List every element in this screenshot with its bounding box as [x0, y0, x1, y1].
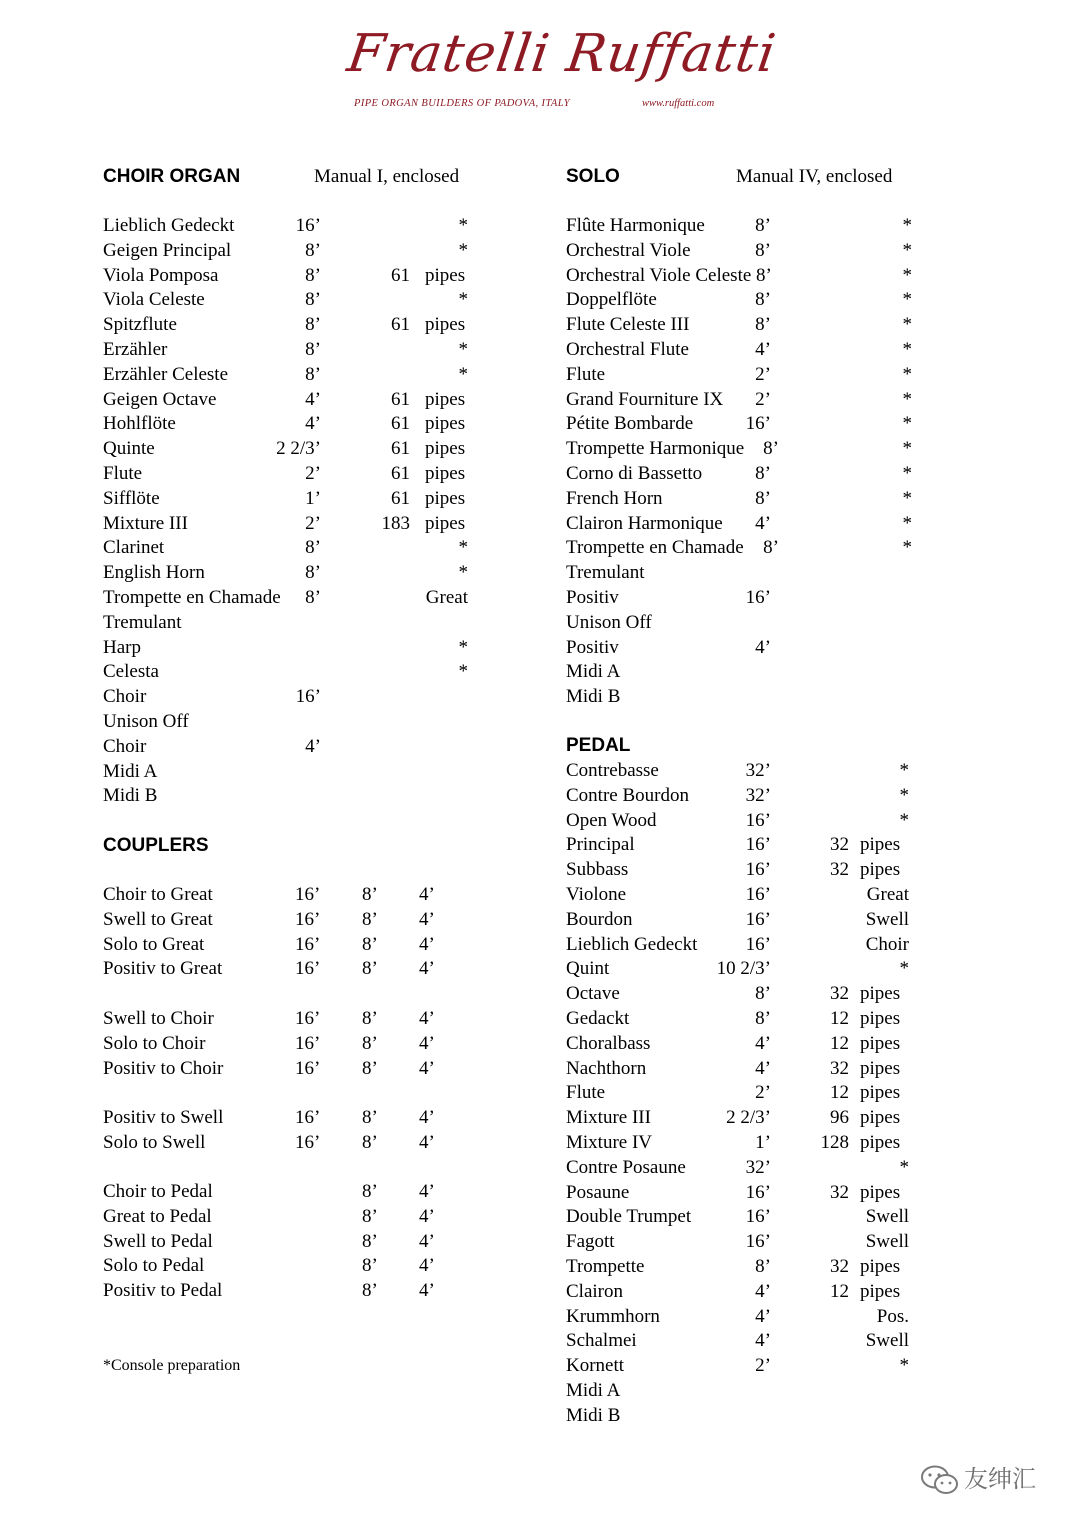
choir-manual: Manual I, enclosed [314, 166, 460, 187]
coupler-4ft: 4’ [419, 1280, 435, 1302]
stop-pitch: 1’ [305, 487, 321, 509]
stop-info: pipes [425, 388, 466, 410]
pipe-count: 32 [830, 859, 849, 881]
stop-name: Midi B [566, 686, 621, 708]
stop-name: Gedackt [566, 1008, 630, 1029]
stop-info: * [899, 784, 909, 806]
stop-name: Trompette en Chamade [566, 537, 744, 559]
stop-pitch: 8’ [305, 239, 321, 261]
stop-pitch: 8’ [763, 537, 779, 559]
stop-name: Unison Off [566, 611, 652, 633]
stop-pitch: 4’ [305, 388, 321, 410]
coupler-name: Choir to Great [103, 884, 213, 905]
pipe-count: 12 [830, 1280, 849, 1302]
coupler-4ft: 4’ [419, 884, 435, 905]
stop-info: * [902, 363, 912, 385]
stop-name: Orchestral Flute [566, 339, 689, 360]
coupler-8ft: 8’ [362, 933, 378, 955]
stop-info: pipes [860, 1132, 901, 1153]
stop-name: Lieblich Gedeckt [103, 215, 235, 236]
stop-name: Violone [566, 884, 627, 905]
stop-name: Schalmei [566, 1330, 637, 1352]
pipe-count: 61 [391, 463, 410, 484]
stop-name: Contrebasse [566, 760, 659, 781]
coupler-16ft: 16’ [295, 1131, 321, 1153]
stop-info: * [902, 413, 912, 435]
stop-pitch: 16’ [295, 215, 321, 236]
stop-name: Trompette en Chamade [103, 587, 281, 608]
stop-info: * [902, 487, 912, 509]
couplers-title: COUPLERS [103, 835, 209, 856]
stop-pitch: 2 2/3’ [726, 1107, 771, 1129]
stop-pitch: 4’ [305, 735, 321, 757]
stop-name: Kornett [566, 1355, 625, 1377]
stop-info: pipes [860, 1256, 901, 1277]
pipe-count: 61 [391, 314, 410, 336]
stop-name: Orchestral Viole Celeste 8’ [566, 264, 772, 286]
stop-name: Trompette Harmonique [566, 438, 745, 460]
stop-info: * [902, 537, 912, 559]
stop-pitch: 8’ [305, 562, 321, 584]
stop-pitch: 8’ [305, 587, 321, 608]
stop-name: French Horn [566, 487, 663, 509]
coupler-16ft: 16’ [295, 958, 321, 980]
stop-pitch: 32’ [745, 1156, 771, 1178]
stop-name: Octave [566, 983, 620, 1005]
stop-name: Principal [566, 834, 635, 856]
stop-info: pipes [425, 487, 466, 509]
stop-info: pipes [860, 1032, 901, 1054]
stop-info: Swell [865, 1231, 909, 1253]
coupler-8ft: 8’ [362, 958, 378, 980]
stop-pitch: 8’ [305, 537, 321, 559]
stop-info: pipes [860, 859, 901, 881]
coupler-8ft: 8’ [362, 908, 378, 930]
stop-name: Flute Celeste III [566, 314, 690, 336]
stop-name: Mixture III [103, 512, 188, 534]
pipe-count: 61 [391, 388, 410, 410]
stop-pitch: 8’ [755, 239, 771, 261]
coupler-4ft: 4’ [419, 1255, 435, 1277]
stop-info: Great [425, 587, 468, 608]
coupler-4ft: 4’ [419, 1205, 435, 1227]
stop-name: Positiv [566, 636, 619, 658]
stop-info: * [899, 760, 909, 781]
stop-name: Choralbass [566, 1032, 651, 1054]
pipe-count: 61 [391, 413, 410, 435]
stop-name: Midi A [566, 661, 621, 683]
stop-name: Nachthorn [566, 1057, 647, 1079]
stop-name: Unison Off [103, 711, 189, 732]
stop-pitch: 1’ [755, 1132, 771, 1153]
stop-info: Great [866, 884, 909, 905]
stop-pitch: 4’ [755, 512, 771, 534]
stop-name: Quinte [103, 438, 155, 460]
coupler-8ft: 8’ [362, 1230, 378, 1252]
stop-pitch: 16’ [745, 859, 771, 881]
stop-pitch: 8’ [305, 363, 321, 385]
stop-name: Positiv [566, 587, 619, 608]
stop-info: * [902, 339, 912, 360]
stop-info: Pos. [876, 1305, 909, 1327]
stop-pitch: 4’ [755, 1305, 771, 1327]
coupler-4ft: 4’ [419, 933, 435, 955]
chat-bubbles-icon [920, 1464, 960, 1496]
coupler-8ft: 8’ [362, 1057, 378, 1079]
stop-name: Midi B [566, 1404, 621, 1426]
stop-info: Swell [865, 908, 909, 930]
stop-info: * [458, 562, 468, 584]
stop-name: Orchestral Viole [566, 239, 691, 261]
stop-info: Choir [865, 933, 909, 955]
watermark [920, 1462, 1060, 1498]
stop-info: * [458, 661, 468, 683]
pipe-count: 128 [820, 1132, 849, 1153]
stop-info: pipes [860, 1082, 901, 1104]
stop-info: pipes [425, 314, 466, 336]
pipe-count: 32 [830, 1057, 849, 1079]
coupler-8ft: 8’ [362, 1280, 378, 1302]
coupler-name: Choir to Pedal [103, 1181, 213, 1202]
stop-info: * [899, 958, 909, 980]
coupler-name: Solo to Swell [103, 1131, 206, 1153]
choir-title: CHOIR ORGAN [103, 166, 241, 187]
stop-pitch: 4’ [755, 1057, 771, 1079]
stop-pitch: 8’ [755, 314, 771, 336]
stop-info: Swell [865, 1330, 909, 1352]
stop-pitch: 8’ [305, 314, 321, 336]
stop-pitch: 4’ [755, 339, 771, 360]
pipe-count: 96 [830, 1107, 849, 1129]
stop-pitch: 16’ [745, 933, 771, 955]
stop-name: Fagott [566, 1231, 615, 1253]
stop-pitch: 16’ [745, 1231, 771, 1253]
stop-info: * [902, 289, 912, 311]
stop-info: * [458, 363, 468, 385]
stop-info: * [902, 215, 912, 236]
stop-pitch: 4’ [755, 636, 771, 658]
stop-pitch: 16’ [745, 908, 771, 930]
stop-pitch: 16’ [295, 686, 321, 708]
stop-pitch: 32’ [745, 784, 771, 806]
coupler-4ft: 4’ [419, 1008, 435, 1029]
watermark-text: 友绅汇 [964, 1465, 1036, 1493]
stop-pitch: 8’ [305, 339, 321, 360]
stop-name: Double Trumpet [566, 1206, 692, 1228]
stop-info: Swell [865, 1206, 909, 1228]
stop-info: * [458, 636, 468, 658]
coupler-name: Positiv to Pedal [103, 1280, 223, 1302]
stop-info: pipes [860, 1057, 901, 1079]
stop-info: * [902, 239, 912, 261]
coupler-8ft: 8’ [362, 884, 378, 905]
stop-info: * [458, 339, 468, 360]
stop-name: Flute [103, 463, 143, 484]
coupler-8ft: 8’ [362, 1205, 378, 1227]
stop-info: pipes [860, 834, 901, 856]
ruffatti-logo [340, 22, 780, 114]
stop-info: pipes [425, 264, 466, 286]
stop-pitch: 8’ [305, 264, 321, 286]
coupler-4ft: 4’ [419, 1032, 435, 1054]
stop-name: Trompette [566, 1256, 645, 1277]
stop-name: Geigen Octave [103, 388, 217, 410]
stop-info: pipes [425, 438, 466, 460]
coupler-8ft: 8’ [362, 1008, 378, 1029]
stop-name: Contre Bourdon [566, 784, 689, 806]
stop-name: Viola Pomposa [103, 264, 219, 286]
stop-pitch: 4’ [755, 1032, 771, 1054]
pipe-count: 61 [391, 438, 410, 460]
stop-name: Bourdon [566, 908, 633, 930]
stop-pitch: 8’ [305, 289, 321, 311]
stop-name: Subbass [566, 859, 629, 881]
coupler-4ft: 4’ [419, 1057, 435, 1079]
coupler-16ft: 16’ [295, 1057, 321, 1079]
coupler-name: Great to Pedal [103, 1205, 212, 1227]
logo-tagline: PIPE ORGAN BUILDERS OF PADOVA, ITALY [354, 98, 571, 109]
stop-pitch: 2’ [755, 363, 771, 385]
coupler-8ft: 8’ [362, 1255, 378, 1277]
coupler-name: Solo to Pedal [103, 1255, 205, 1277]
stop-name: Celesta [103, 661, 159, 683]
stop-name: Contre Posaune [566, 1156, 686, 1178]
stop-pitch: 32’ [745, 760, 771, 781]
stop-name: Tremulant [566, 562, 645, 584]
stop-name: Midi A [566, 1380, 621, 1401]
pedal-title: PEDAL [566, 735, 631, 756]
stop-info: pipes [860, 1107, 901, 1129]
stop-pitch: 2 2/3’ [276, 438, 321, 460]
pipe-count: 12 [830, 1032, 849, 1054]
coupler-name: Solo to Choir [103, 1032, 206, 1054]
stop-name: Choir [103, 686, 147, 708]
stop-info: pipes [860, 1008, 901, 1029]
solo-manual: Manual IV, enclosed [736, 166, 893, 187]
stop-pitch: 8’ [755, 983, 771, 1005]
stop-name: Krummhorn [566, 1305, 660, 1327]
stop-pitch: 16’ [745, 884, 771, 905]
stop-pitch: 16’ [745, 1206, 771, 1228]
coupler-4ft: 4’ [419, 1230, 435, 1252]
coupler-16ft: 16’ [295, 884, 321, 905]
coupler-4ft: 4’ [419, 1181, 435, 1202]
stop-name: Open Wood [566, 809, 657, 831]
coupler-name: Swell to Pedal [103, 1230, 213, 1252]
stop-name: Tremulant [103, 611, 182, 633]
stop-info: * [902, 438, 912, 460]
stop-name: Flute [566, 1082, 606, 1104]
stop-name: Sifflöte [103, 487, 160, 509]
coupler-16ft: 16’ [295, 1008, 321, 1029]
stop-info: pipes [425, 413, 466, 435]
stop-pitch: 2’ [305, 512, 321, 534]
stop-name: Clairon Harmonique [566, 512, 723, 534]
pipe-count: 32 [830, 834, 849, 856]
stop-name: Doppelflöte [566, 289, 657, 311]
solo-title: SOLO [566, 166, 620, 187]
stop-pitch: 2’ [755, 1355, 771, 1377]
stop-info: * [458, 537, 468, 559]
pipe-count: 183 [381, 512, 410, 534]
stop-info: pipes [860, 983, 901, 1005]
stop-info: * [458, 239, 468, 261]
pipe-count: 32 [830, 1256, 849, 1277]
pipe-count: 32 [830, 1181, 849, 1203]
pipe-count: 32 [830, 983, 849, 1005]
stop-pitch: 4’ [305, 413, 321, 435]
pipe-count: 12 [830, 1008, 849, 1029]
stop-info: * [902, 463, 912, 484]
stop-name: Erzähler Celeste [103, 363, 229, 385]
stop-name: Clairon [566, 1280, 623, 1302]
stop-name: Spitzflute [103, 314, 177, 336]
stop-name: Flute [566, 363, 606, 385]
stop-info: * [902, 314, 912, 336]
stop-pitch: 8’ [755, 1008, 771, 1029]
coupler-name: Positiv to Choir [103, 1057, 224, 1079]
stop-name: Harp [103, 636, 141, 658]
coupler-4ft: 4’ [419, 1107, 435, 1128]
coupler-name: Positiv to Swell [103, 1107, 224, 1128]
stop-pitch: 2’ [755, 1082, 771, 1104]
coupler-16ft: 16’ [295, 1107, 321, 1128]
stop-info: pipes [860, 1280, 901, 1302]
stop-name: Erzähler [103, 339, 168, 360]
stop-pitch: 4’ [755, 1280, 771, 1302]
stop-pitch: 2’ [755, 388, 771, 410]
pipe-count: 61 [391, 487, 410, 509]
stop-pitch: 8’ [755, 289, 771, 311]
stop-name: Hohlflöte [103, 413, 176, 435]
stop-info: * [902, 388, 912, 410]
stop-name: Midi B [103, 785, 158, 807]
pipe-count: 12 [830, 1082, 849, 1104]
stop-name: Quint [566, 958, 610, 980]
stop-pitch: 8’ [755, 463, 771, 484]
stop-pitch: 16’ [745, 834, 771, 856]
stop-name: Corno di Bassetto [566, 463, 703, 484]
stop-name: Mixture III [566, 1107, 651, 1129]
stop-pitch: 8’ [755, 487, 771, 509]
logo-wordmark: Fratelli Ruffatti [343, 24, 780, 84]
coupler-name: Swell to Great [103, 908, 213, 930]
coupler-4ft: 4’ [419, 908, 435, 930]
logo-url: www.ruffatti.com [642, 98, 715, 109]
stop-name: Lieblich Gedeckt [566, 933, 698, 955]
stop-info: pipes [425, 463, 466, 484]
stop-pitch: 16’ [745, 413, 771, 435]
stop-name: English Horn [103, 562, 205, 584]
stop-info: pipes [860, 1181, 901, 1203]
footnote: *Console preparation [103, 1357, 241, 1374]
coupler-name: Solo to Great [103, 933, 205, 955]
coupler-8ft: 8’ [362, 1131, 378, 1153]
stop-info: * [902, 264, 912, 286]
coupler-8ft: 8’ [362, 1107, 378, 1128]
stop-name: Mixture IV [566, 1132, 653, 1153]
coupler-name: Positiv to Great [103, 958, 223, 980]
stop-name: Viola Celeste [103, 289, 205, 311]
coupler-4ft: 4’ [419, 958, 435, 980]
stop-name: Pétite Bombarde [566, 413, 694, 435]
coupler-8ft: 8’ [362, 1032, 378, 1054]
stop-name: Flûte Harmonique [566, 215, 705, 236]
stop-info: * [458, 289, 468, 311]
stop-info: * [458, 215, 468, 236]
stop-info: pipes [425, 512, 466, 534]
coupler-name: Swell to Choir [103, 1008, 214, 1029]
stop-name: Grand Fourniture IX [566, 388, 724, 410]
stop-pitch: 10 2/3’ [716, 958, 771, 980]
stop-pitch: 4’ [755, 1330, 771, 1352]
coupler-4ft: 4’ [419, 1131, 435, 1153]
stop-pitch: 2’ [305, 463, 321, 484]
stop-pitch: 8’ [763, 438, 779, 460]
stop-pitch: 8’ [755, 215, 771, 236]
stop-info: * [899, 809, 909, 831]
stop-pitch: 16’ [745, 809, 771, 831]
stop-pitch: 16’ [745, 1181, 771, 1203]
stop-info: * [899, 1156, 909, 1178]
coupler-16ft: 16’ [295, 908, 321, 930]
stop-name: Choir [103, 735, 147, 757]
coupler-16ft: 16’ [295, 933, 321, 955]
stop-info: * [899, 1355, 909, 1377]
coupler-8ft: 8’ [362, 1181, 378, 1202]
stop-name: Clarinet [103, 537, 165, 559]
stop-name: Midi A [103, 760, 158, 782]
pipe-count: 61 [391, 264, 410, 286]
stop-name: Geigen Principal [103, 239, 232, 261]
stop-pitch: 8’ [755, 1256, 771, 1277]
coupler-16ft: 16’ [295, 1032, 321, 1054]
stop-pitch: 16’ [745, 587, 771, 608]
stop-name: Posaune [566, 1181, 630, 1203]
stop-info: * [902, 512, 912, 534]
